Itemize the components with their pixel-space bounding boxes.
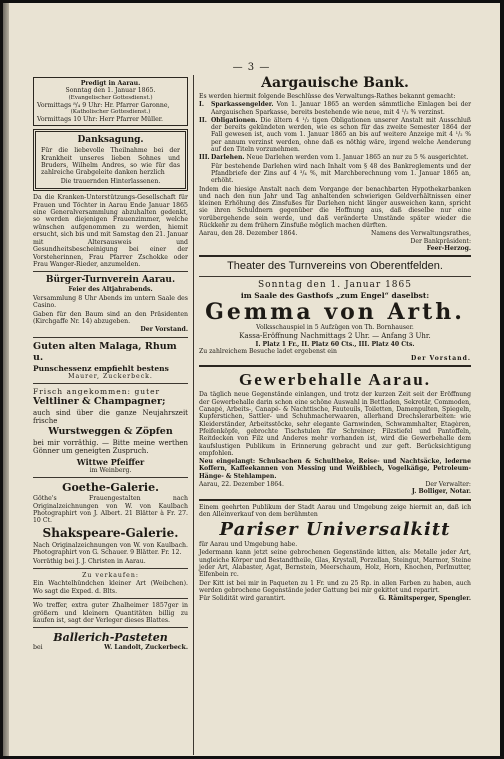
ad-pasteten-footer <box>33 644 188 651</box>
ad-gewerbehalle-footer <box>199 481 471 488</box>
ad-gewerbehalle-text2: Neu eingelangt: Schulsachen & Schultheke, Reise- und Nachtsäcke, lederne Koffern, Kaffeekannen von Messing und Weißblech, Vogelkäfige, Petroleum-Hänge- & Stehlampen. <box>199 458 471 480</box>
ad-theater-place: im Saale des Gasthofs „zum Engel“ daselbst: <box>240 291 430 301</box>
ad-bank-item <box>199 101 471 116</box>
ad-pasteten-pre: bei <box>33 644 43 652</box>
ad-bank-item-num: II. <box>199 116 207 124</box>
column-divider <box>193 75 194 755</box>
divider <box>33 337 188 338</box>
ad-wachtelhuendchen <box>33 572 188 595</box>
ad-bank-item-body: Die ältern 4 ¹/₂ tigen Obligationen unserer Anstalt mit Ausschluß der bereits gekündeten werden, wie es schon für das zweite Semester 1864 der Fall gewesen ist, auch vom 1. Januar 1865 an bis auf weitere Anzeige mit 4 ¹/₂ % per annum verzinst werden, ohne daß es nöthig wäre, irgend welche Aenderung auf den Titeln vorzunehmen. <box>211 116 471 154</box>
ad-wachtelhuendchen-head: Zu verkaufen: <box>82 572 139 580</box>
ad-buergerturnverein-sig: Der Vorstand. <box>140 326 188 334</box>
right-column <box>199 75 471 603</box>
ad-pasteten <box>33 631 188 651</box>
ad-theater <box>199 260 471 362</box>
ad-veltliner-sig: Wittwe Pfeiffer <box>76 456 145 467</box>
ad-bank-title: Aargauische Bank. <box>261 75 409 91</box>
ad-kitt-text1: für Aarau und Umgebung habe. <box>199 541 298 549</box>
ad-theater-play: Gemma von Arth. <box>205 299 465 326</box>
ad-predigt <box>33 77 188 126</box>
ad-kitt-sig: G. Rämitsperger, Spengler. <box>378 595 471 603</box>
ad-universalkitt <box>199 504 471 603</box>
ad-veltliner-sig2: im Weinberg. <box>89 466 132 474</box>
divider <box>33 598 188 599</box>
ad-kitt-intro: Einem geehrten Publikum der Stadt Aarau und Umgebung zeige hiermit an, daß ich den Alleinverkauf von dem berühmten <box>199 503 471 518</box>
ad-bank-item-body: Neue Darlehen werden vom 1. Januar 1865 an nur zu 5 % ausgerichtet. <box>246 154 469 162</box>
ad-gewerbehalle-text1: Da täglich neue Gegenstände einlangen, und trotz der kurzen Zeit seit der Eröffnung der Gewerbehalle darin schon eine schöne Auswahl in Bettladen, Sekretär, Commoden, Canapé, Arbeits-, Canapé- & Nachttische, Fauteuils, Toiletten, Damenpulten, Spiegeln, Kupferstichen, Sattler- und Schuhmacherwaaren, allerhand Drechslerarbeiten: wie Kleiderständer, Arbeitsstöcke, sehr elegante Garnwinden, Schwammhalter, Etagèren, Pfeifenköpfe, gebrochte Tischstulen für Schreiner; Filzstiefel und Pantoffeln, Reitdecken von Filz und Anderes mehr vorhanden ist, wird die Gewerbehalle dem kaufslustigen Publikum in Erinnerung gebracht und zur geft. Berücksichtigung empfohlen. <box>199 391 471 457</box>
ad-malaga-line1: Guten alten Malaga, Rhum u. <box>33 340 177 364</box>
ad-bank-para1: Für bestehende Darlehen wird nach Inhalt vom § 48 des Bankreglements und der Pfandbriefe der Zins auf 4 ³/₄ %, mit Marchberechnung vom 1. Januar 1865 an, erhöht. <box>211 162 471 185</box>
ad-bank-footer <box>199 230 471 237</box>
ad-bank-item-body: Von 1. Januar 1865 an werden sämmtliche Einlagen bei der Aargauischen Sparkasse, bereits bestehende wie neue, mit 4 ¹/₂ % verzinst. <box>211 101 471 116</box>
divider <box>199 255 471 257</box>
ad-bank-item-label: Darlehen. <box>211 154 245 162</box>
ad-predigt-title: Predigt in Aarau. <box>80 80 141 87</box>
ad-predigt-line3: (Katholischer Gottesdienst.) <box>70 109 151 116</box>
ad-kitt-text2: Jedermann kann jetzt seine gebrochenen Gegenstände kitten, als: Metalle jeder Art, ungleiche Körper und Bestandtheile, Glas, Krystall, Porzellan, Steingut, Marmor, Steine jeder Art, Alabaster, Agat, Bernstein, Meerschaum, Holz, Horn, Knochen, Perlmutter, Elfenbein rc. <box>199 549 471 579</box>
divider <box>199 499 471 501</box>
ad-bank-item-text <box>211 117 471 153</box>
ad-danksagung-sig: Die trauernden Hinterlassenen. <box>60 177 161 185</box>
ad-buergerturnverein <box>33 275 188 333</box>
ad-bank-item <box>199 117 471 153</box>
ad-predigt-date: Sonntag den 1. Januar 1865. <box>65 87 156 95</box>
ad-goethe-galerie-title: Goethe-Galerie. <box>62 481 159 495</box>
ad-shakspeare-galerie-title: Shakspeare-Galerie. <box>42 525 179 540</box>
ad-wachtelhuendchen-text: Ein Wachtelhündchen kleiner Art (Weibchen). Wo sagt die Exped. d. Blts. <box>33 580 188 595</box>
ad-danksagung <box>33 129 188 191</box>
ad-theater-title: Theater des Turnvereins von Oberentfelden. <box>227 260 443 273</box>
ad-bank-sig2: Der Bankpräsident: <box>410 237 471 245</box>
ad-pasteten-title: Ballerich-Pasteten <box>53 631 168 645</box>
ad-buergerturnverein-subtitle: Feier des Altjahrabends. <box>68 286 153 294</box>
ad-gewerbehalle <box>199 370 471 495</box>
ad-veltliner-line3: Wurstweggen & Zöpfen <box>48 426 173 438</box>
divider <box>33 627 188 628</box>
ad-theater-sub: Volksschauspiel in 5 Aufzügen von Th. Bornhauser. <box>256 324 414 332</box>
ad-predigt-line2: Vormittags ⁸/₄ 9 Uhr: Hr. Pfarrer Garonne, <box>37 101 170 109</box>
ad-danksagung-text: Für die liebevolle Theilnahme bei der Krankheit unseres lieben Sohnes und Bruders, Wilhelm Andres, so wie für das zahlreiche Grabgeleite danken herzlich <box>41 147 180 177</box>
newspaper-page <box>3 3 500 756</box>
ad-bank-item <box>199 154 471 161</box>
ad-shakspeare-galerie-text: Nach Originalzeichnungen von W. von Kaulbach. Photographirt von G. Schauer. 9 Blätter. Fr. 12. <box>33 541 188 557</box>
ad-danksagung-title: Danksagung. <box>77 135 144 146</box>
ad-buergerturnverein-title: Bürger-Turnverein Aarau. <box>45 275 176 286</box>
ad-predigt-line1: (Evangelischer Gottesdienst.) <box>68 94 153 101</box>
ad-theater-date: Sonntag den 1. Januar 1865 <box>258 280 412 291</box>
ad-gewerbehalle-sig2: J. Bolliger, Notar. <box>411 488 471 496</box>
ad-theater-invite: Zu zahlreichem Besuche ladet ergebenst ein <box>199 347 337 355</box>
ad-shakspeare-galerie-line: Vorräthig bei J. J. Christen in Aarau. <box>33 557 146 565</box>
ad-bank-sig3: Feer-Herzog. <box>426 244 471 252</box>
divider <box>199 365 471 367</box>
ad-bank-item-label: Obligationen. <box>211 116 258 124</box>
ad-veltliner-line1: Frisch angekommen: guter <box>33 387 161 397</box>
page-number: — 3 — <box>232 62 271 73</box>
ad-buergerturnverein-text2: Gaben für den Baum sind an den Präsidenten (Kirchgaffe Nr. 14) abzugeben. <box>33 310 188 325</box>
ad-veltliner-text: auch sind über die ganze Neujahrszeit frische <box>33 408 188 426</box>
divider <box>33 271 188 272</box>
ad-bank-item-text <box>211 101 471 116</box>
divider <box>33 568 188 569</box>
ad-aargauische-bank <box>199 75 471 252</box>
ad-malaga-line2: Punschessenz empfiehlt bestens <box>33 363 169 373</box>
ad-bank-item-label: Sparkassengelder. <box>211 101 274 109</box>
ad-theater-times: Kassa-Eröffnung Nachmittags 2 Uhr. — Anfang 3 Uhr. <box>239 331 431 340</box>
ad-gewerbehalle-title: Gewerbehalle Aarau. <box>239 370 431 390</box>
ad-bank-sig1: Namens des Verwaltungsrathes, <box>371 230 471 238</box>
left-column <box>33 75 188 652</box>
ad-bank-item-num: III. <box>199 154 210 162</box>
ad-bank-intro: Es werden hiermit folgende Beschlüsse des Verwaltungs-Rathes bekannt gemacht: <box>199 93 456 100</box>
ad-pasteten-sig: W. Landolt, Zuckerbeck. <box>104 644 188 652</box>
ad-veltliner <box>33 387 188 474</box>
divider <box>33 477 188 478</box>
ad-veltliner-text2: bei mir vorräthig. — Bitte meine werthen Gönner um geneigten Zuspruch. <box>33 438 188 456</box>
ad-veltliner-line2: Veltliner & Champagner; <box>33 396 166 408</box>
ad-kitt-footer <box>199 595 471 602</box>
ad-predigt-line4: Vormittags 10 Uhr: Herr Pfarrer Müller. <box>37 115 164 123</box>
ad-bank-date: Aarau, den 28. Dezember 1864. <box>199 230 298 238</box>
ad-bank-para2: Indem die hiesige Anstalt nach dem Vorgange der benachbarten Hypothekarbanken und nach den nun Jahr und Tag anhaltenden schwierigen Geldverhältnissen einer kleinen Erhöhung des Zinsfußes für Darlehen nicht länger ausweichen kann, spricht sie ihren Schuldnern gegenüber die Hoffnung aus, daß dieselbe nur eine vorübergehende sein werde, und daß veränderte Umstände später wieder die Rückkehr zu dem frühern Zinsfuße möglich machen dürften. <box>199 185 471 230</box>
divider <box>33 383 188 384</box>
ad-bank-item-text <box>211 154 471 161</box>
ad-bank-item-num: I. <box>199 101 204 109</box>
ad-kitt-foot: Für Solidität wird garantirt. <box>199 595 286 603</box>
divider <box>199 276 471 277</box>
ad-goethe-galerie-text: Göthe's Frauengestalten nach Originalzeichnungen von W. von Kaulbach Photographirt von J. Albert. 21 Blätter à Fr. 27. 10 Ct. <box>33 495 188 525</box>
ad-theater-sig: Der Vorstand. <box>411 355 471 363</box>
ad-buergerturnverein-text1: Versammlung 8 Uhr Abends im untern Saale des Casino. <box>33 294 188 310</box>
ad-goethe-galerie <box>33 481 188 525</box>
ad-kitt-text3: Der Kitt ist bei mir in Paqueten zu 1 Fr. und zu 25 Rp. in allen Farben zu haben, auch werden gebrochene Gegenstände jeder Gattung bei mir gekittet und reparirt. <box>199 579 471 594</box>
ad-krankenunterstuetzung: Da die Kranken-Unterstützungs-Gesellschaft für Frauen und Töchter in Aarau Ende Januar 1865 eine Generalversammlung abzuhalten gedenkt, so werden diejenigen Frauenzimmer, welche wünschen aufgenommen zu werden, hiemit ersucht, sich bis und mit Samstag den 21. Januar mit Altersausweis und Gesundheitsbescheinigung bei einer der Vorsteherinnen, Frau Pfarrer Zschokke oder Frau Wanger-Rieder, anzumelden. <box>33 194 188 268</box>
ad-theater-prices: I. Platz 1 Fr., II. Platz 60 Cts., III. Platz 40 Cts. <box>255 340 415 348</box>
ad-gewerbehalle-date: Aarau, 22. Dezember 1864. <box>199 480 284 488</box>
ad-kitt-title: Pariser Universalkitt <box>219 519 451 541</box>
ad-malaga-sig: Maurer, Zuckerbeck. <box>68 372 153 380</box>
ad-zhalheimer: Wo treffer, extra guter Zhalheimer 1857ger in größern und kleinern Quantitäten billig zu kaufen ist, sagt der Verleger dieses Blattes. <box>33 602 188 625</box>
ad-gewerbehalle-sig1: Der Verwalter: <box>425 480 471 488</box>
page-binding-edge <box>3 3 9 756</box>
ad-malaga <box>33 341 188 380</box>
ad-shakspeare-galerie <box>33 526 188 565</box>
